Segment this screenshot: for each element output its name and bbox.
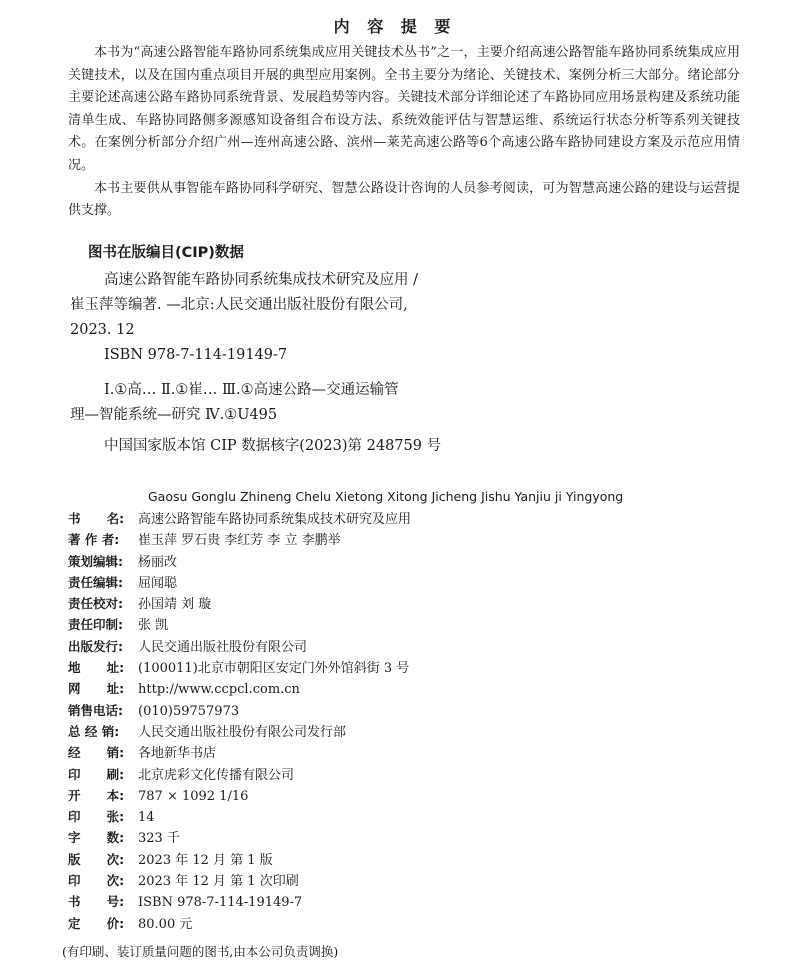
info-label: 责任印制:	[68, 617, 123, 633]
cip-publisher-line: 崔玉萍等编著. —北京:人民交通出版社股份有限公司,	[70, 297, 408, 313]
info-row-general-distributor	[68, 721, 411, 742]
info-row-address	[68, 657, 411, 678]
info-label: 字 数:	[68, 830, 125, 846]
info-label: 销售电话:	[68, 702, 123, 718]
info-row-sheets	[68, 806, 411, 827]
info-value: 787 × 1092 1/16	[138, 788, 249, 804]
info-value: 高速公路智能车路协同系统集成技术研究及应用	[138, 512, 412, 527]
info-row-book-title	[68, 508, 411, 529]
info-label: 地 址:	[68, 660, 125, 676]
info-label: 经 销:	[68, 745, 125, 761]
info-label: 印 刷:	[68, 766, 125, 782]
info-label: 责任编辑:	[68, 574, 123, 590]
info-row-price	[68, 913, 411, 934]
publication-info	[68, 508, 411, 934]
cip-date-line: 2023. 12	[70, 322, 135, 338]
cip-title-line: 高速公路智能车路协同系统集成技术研究及应用 /	[104, 272, 418, 288]
info-value: 张 凯	[138, 618, 169, 634]
info-label: 总 经 销:	[68, 723, 120, 739]
info-row-impression	[68, 870, 411, 891]
info-label: 书 号:	[68, 894, 125, 910]
info-label: 网 址:	[68, 681, 125, 697]
info-label: 开 本:	[68, 787, 125, 803]
info-value: 北京虎彩文化传播有限公司	[138, 767, 295, 783]
info-label: 著 作 者:	[68, 532, 120, 548]
info-label: 印 张:	[68, 809, 125, 825]
info-label: 策划编辑:	[68, 553, 123, 569]
info-row-website	[68, 678, 411, 699]
info-label: 书 名:	[68, 511, 125, 526]
info-row-authors	[68, 529, 411, 550]
info-value: 80.00 元	[138, 916, 193, 932]
info-value: 崔玉萍 罗石贵 李红芳 李 立 李鹏举	[138, 533, 341, 549]
info-value: ISBN 978-7-114-19149-7	[138, 895, 303, 911]
info-row-printer	[68, 764, 411, 785]
info-value: 2023 年 12 月 第 1 次印刷	[138, 874, 299, 890]
info-value: http://www.ccpcl.com.cn	[138, 682, 300, 698]
quality-notice: (有印刷、装订质量问题的图书,由本公司负责调换)	[62, 944, 339, 959]
info-value: 屈闻聪	[138, 575, 178, 591]
pinyin-title: Gaosu Gonglu Zhineng Chelu Xietong Xitong Jicheng Jishu Yanjiu ji Yingyong	[148, 489, 624, 504]
info-value: (100011)北京市朝阳区安定门外外馆斜街 3 号	[138, 661, 410, 677]
info-value: (010)59757973	[138, 703, 240, 719]
cip-isbn-line: ISBN 978-7-114-19149-7	[104, 347, 288, 363]
info-row-distributor	[68, 742, 411, 763]
info-row-responsible-editor	[68, 572, 411, 593]
summary-text	[68, 42, 740, 223]
cip-classification-line: 理—智能系统—研究 Ⅳ.①U495	[70, 407, 278, 423]
info-row-word-count	[68, 827, 411, 848]
info-label: 印 次:	[68, 873, 125, 889]
cip-classification-line: Ⅰ.①高… Ⅱ.①崔… Ⅲ.①高速公路—交通运输管	[104, 382, 399, 398]
summary-paragraph: 本书主要供从事智能车路协同科学研究、智慧公路设计咨询的人员参考阅读，可为智慧高速公路的建设与运营提供支撑。	[68, 180, 740, 219]
info-value: 323 千	[138, 831, 180, 847]
info-row-publisher	[68, 636, 411, 657]
info-value: 杨丽改	[138, 554, 178, 570]
info-label: 出版发行:	[68, 638, 123, 654]
info-label: 责任校对:	[68, 596, 123, 612]
info-row-edition	[68, 849, 411, 870]
info-row-print-supervisor	[68, 614, 411, 635]
info-value: 各地新华书店	[138, 746, 217, 762]
info-label: 版 次:	[68, 851, 125, 867]
info-value: 14	[138, 810, 155, 826]
info-row-isbn	[68, 891, 411, 912]
cip-heading: 图书在版编目(CIP)数据	[88, 245, 244, 261]
info-row-proofreader	[68, 593, 411, 614]
info-row-planning-editor	[68, 551, 411, 572]
summary-paragraph: 本书为“高速公路智能车路协同系统集成应用关键技术丛书”之一，主要介绍高速公路智能车路协同系统集成应用关键技术，以及在国内重点项目开展的典型应用案例。全书主要分为绪论、关键技术、案例分析三大部分。绪论部分主要论述高速公路车路协同系统背景、发展趋势等内容。关键技术部分详细论述了车路协同应用场景构建及系统功能清单生成、车路协同路侧多源感知设备组合布设方法、系统效能评估与智慧运维、系统运行状态分析等系列关键技术。在案例分析部分介绍广州—连州高速公路、滨州—莱芜高速公路等6个高速公路车路协同建设方案及示范应用情况。	[68, 45, 740, 173]
info-value: 人民交通出版社股份有限公司发行部	[138, 724, 347, 740]
summary-title: 内 容 提 要	[333, 17, 457, 36]
info-row-format	[68, 785, 411, 806]
info-label: 定 价:	[68, 915, 125, 931]
info-value: 人民交通出版社股份有限公司	[138, 639, 308, 655]
info-row-sales-phone	[68, 700, 411, 721]
cip-record	[70, 268, 730, 459]
cip-verification-line: 中国国家版本馆 CIP 数据核字(2023)第 248759 号	[104, 438, 442, 454]
info-value: 孙国靖 刘 璇	[138, 597, 212, 613]
info-value: 2023 年 12 月 第 1 版	[138, 852, 273, 868]
